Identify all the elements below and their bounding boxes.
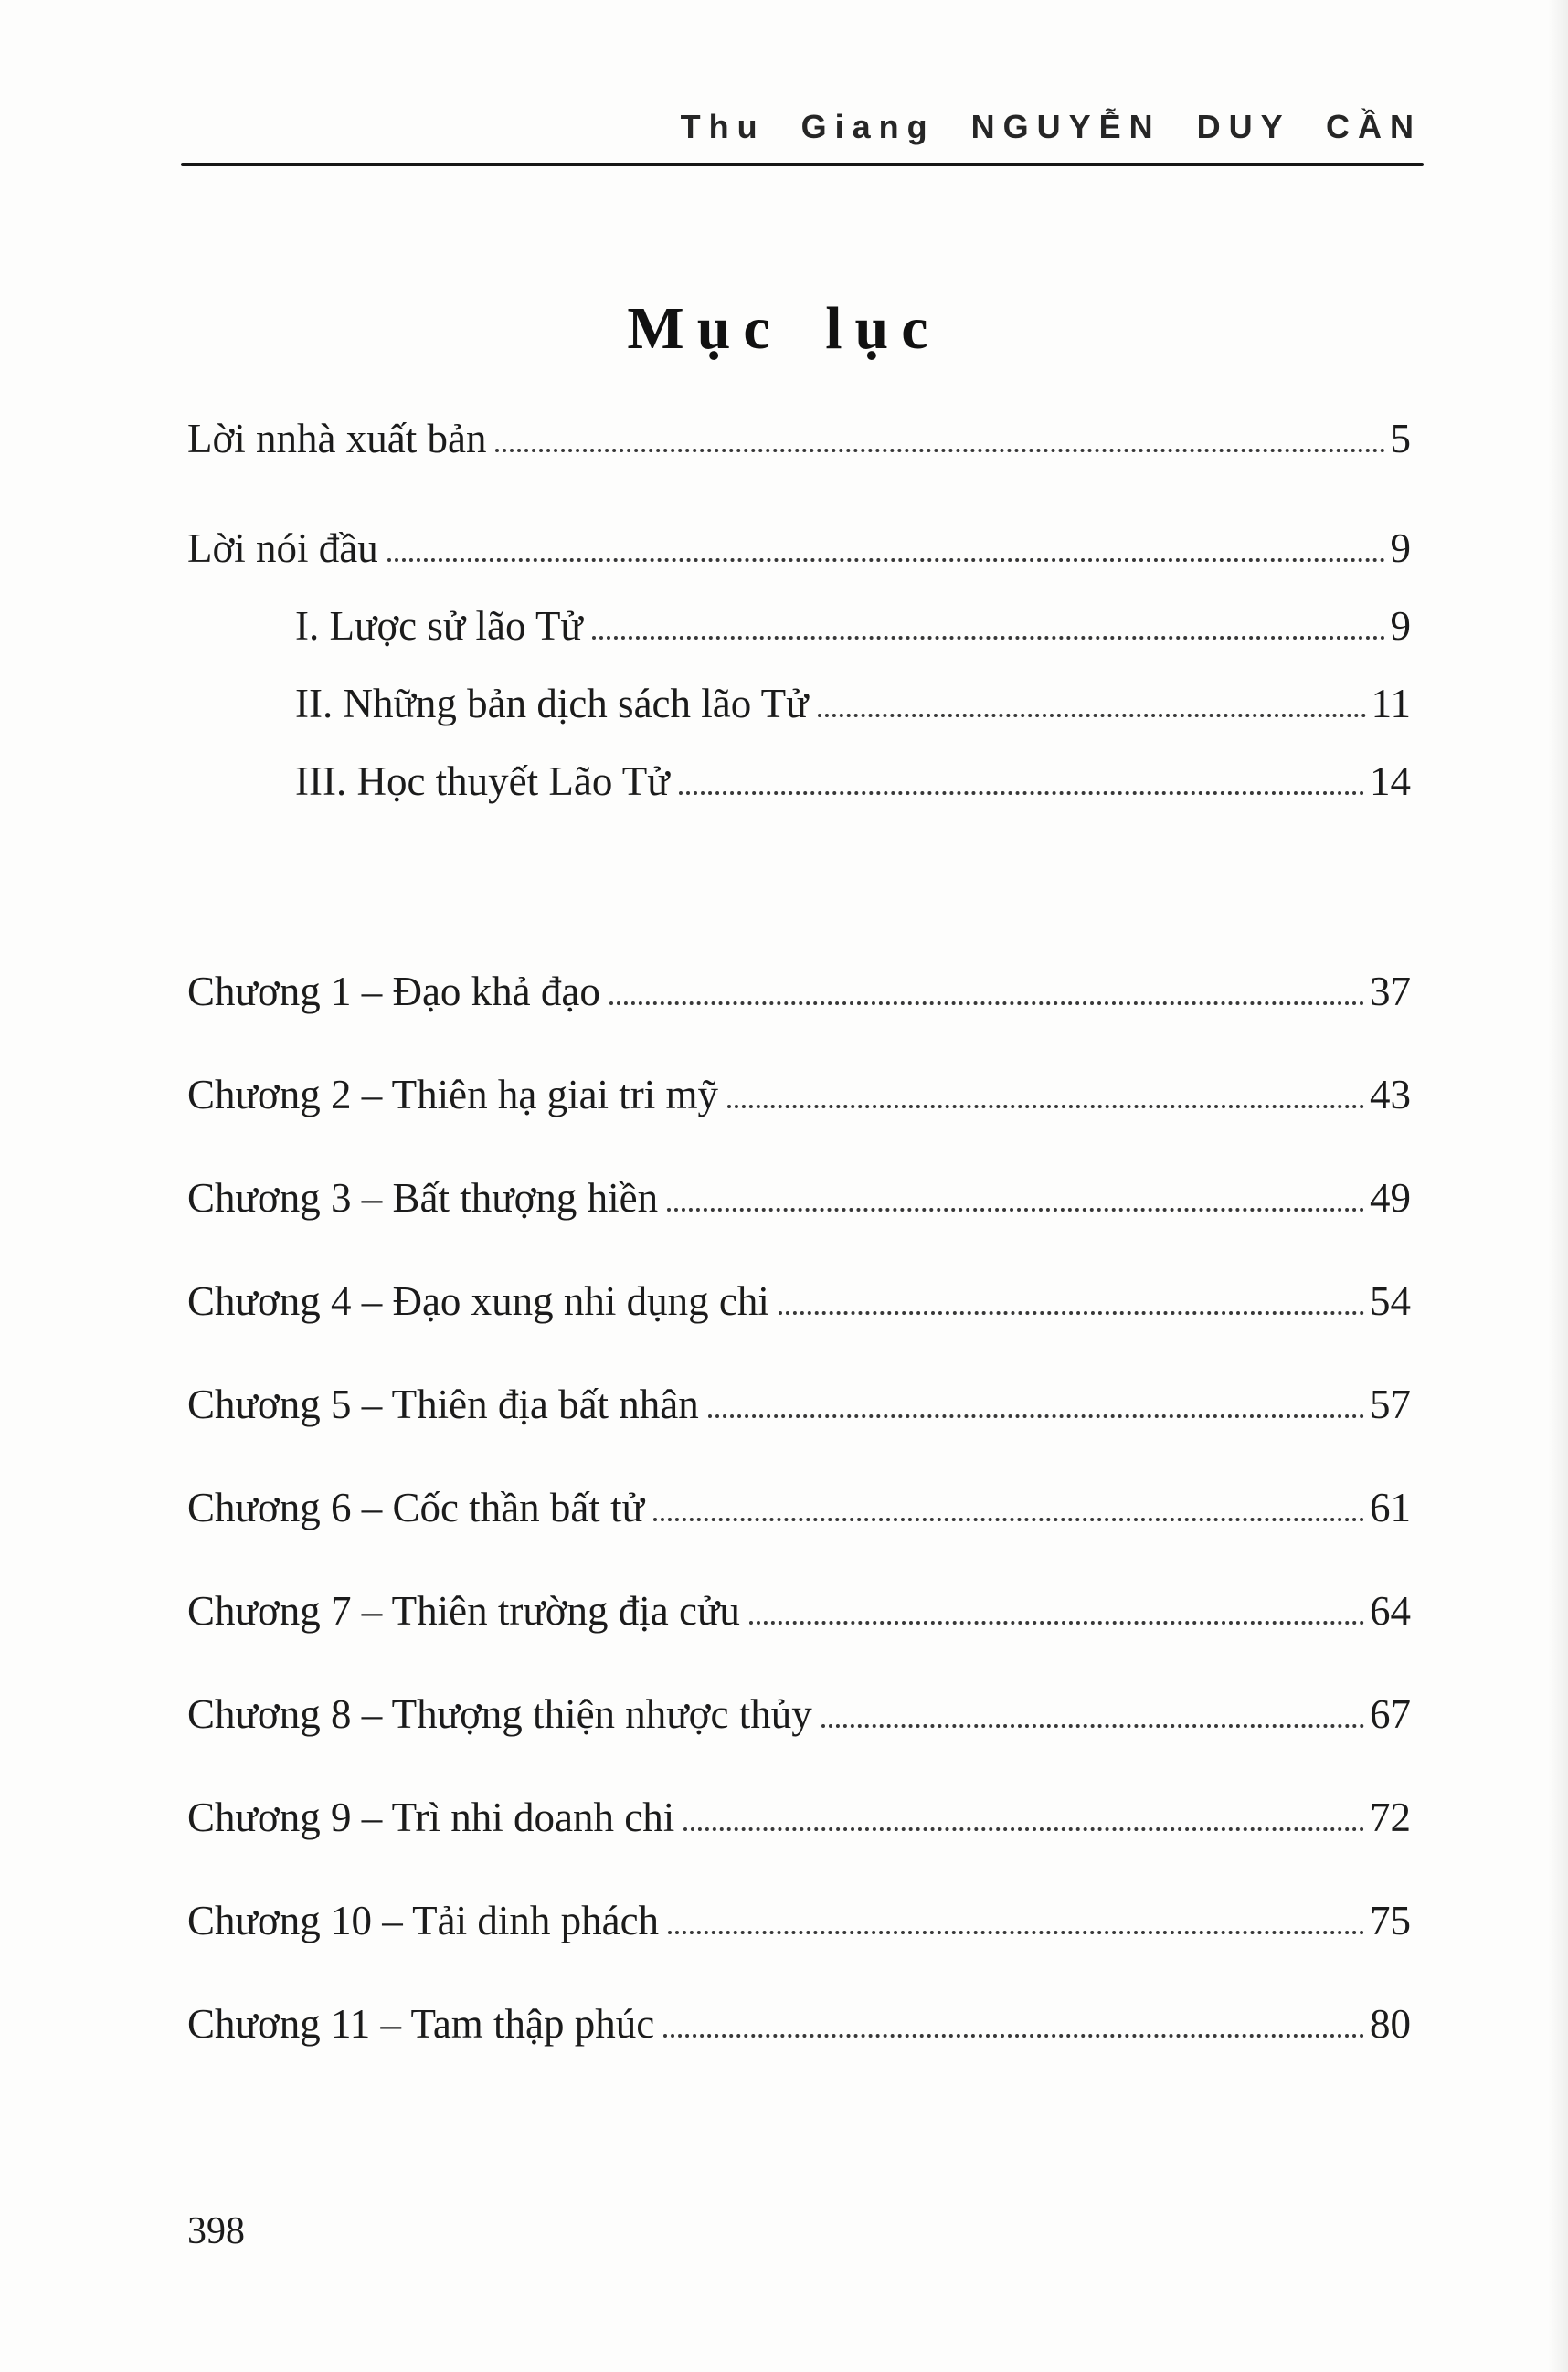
toc-entry-label: Chương 6 – Cốc thần bất tử: [187, 1485, 645, 1530]
toc-entry-page: 14: [1370, 758, 1411, 804]
toc-entry: [187, 2001, 1411, 2047]
toc-entry-label: Chương 8 – Thượng thiện nhược thủy: [187, 1691, 812, 1737]
toc-entry: [187, 969, 1411, 1014]
toc-entry: [187, 1072, 1411, 1117]
toc-entry-page: 67: [1370, 1691, 1411, 1737]
toc-entry-page: 75: [1370, 1898, 1411, 1943]
toc-entry-page: 72: [1370, 1795, 1411, 1840]
dot-leader: [668, 1931, 1364, 1934]
dot-leader: [727, 1105, 1364, 1108]
toc-entry-label: Chương 7 – Thiên trường địa cửu: [187, 1588, 740, 1634]
toc-entry-page: 80: [1370, 2001, 1411, 2047]
toc-entry: [187, 1898, 1411, 1943]
dot-leader: [609, 1001, 1364, 1005]
toc-entry: [187, 681, 1411, 726]
toc-entry-label: II. Những bản dịch sách lão Tử: [295, 681, 809, 726]
dot-leader: [679, 791, 1364, 795]
toc-entry: [187, 1588, 1411, 1634]
toc-entry-label: III. Học thuyết Lão Tử: [295, 758, 670, 804]
dot-leader: [663, 2034, 1364, 2038]
toc-entry: [187, 1278, 1411, 1324]
toc-entry-page: 11: [1371, 681, 1411, 726]
toc-entry-page: 54: [1370, 1278, 1411, 1324]
toc-entry: [187, 603, 1411, 649]
toc-entry: [187, 525, 1411, 571]
dot-leader: [821, 1724, 1364, 1728]
toc-entry: [187, 1795, 1411, 1840]
toc-entry-label: Chương 9 – Trì nhi doanh chi: [187, 1795, 675, 1840]
dot-leader: [708, 1414, 1364, 1418]
toc-entry-label: Chương 3 – Bất thượng hiền: [187, 1175, 659, 1221]
dot-leader: [749, 1621, 1364, 1625]
toc-entry-page: 37: [1370, 969, 1411, 1014]
page-title: Mục lục: [627, 295, 941, 362]
toc-entry-page: 9: [1390, 525, 1411, 571]
dot-leader: [667, 1208, 1364, 1212]
dot-leader: [592, 636, 1385, 640]
toc-entry-label: Chương 5 – Thiên địa bất nhân: [187, 1382, 699, 1427]
running-head-author: Thu Giang NGUYỄN DUY CẦN: [680, 108, 1422, 145]
toc-entry-label: Chương 11 – Tam thập phúc: [187, 2001, 655, 2047]
toc-entry-page: 43: [1370, 1072, 1411, 1117]
toc-front-matter-list: [187, 416, 1411, 836]
toc-entry-page: 9: [1390, 603, 1411, 649]
toc-entry: [187, 416, 1411, 461]
toc-entry: [187, 758, 1411, 804]
toc-entry-page: 61: [1370, 1485, 1411, 1530]
toc-entry-label: Lời nnhà xuất bản: [187, 416, 487, 461]
header-rule: [181, 163, 1424, 166]
toc-entry-page: 5: [1390, 416, 1411, 461]
toc-entry-page: 64: [1370, 1588, 1411, 1634]
dot-leader: [653, 1518, 1364, 1521]
toc-entry-label: Chương 10 – Tải dinh phách: [187, 1898, 660, 1943]
toc-entry: [187, 1175, 1411, 1221]
toc-entry-page: 49: [1370, 1175, 1411, 1221]
toc-entry-label: Chương 1 – Đạo khả đạo: [187, 969, 600, 1014]
toc-entry-page: 57: [1370, 1382, 1411, 1427]
dot-leader: [818, 714, 1366, 717]
dot-leader: [495, 449, 1384, 452]
toc-entry: [187, 1382, 1411, 1427]
dot-leader: [683, 1827, 1364, 1831]
toc-entry-label: Chương 2 – Thiên hạ giai tri mỹ: [187, 1072, 719, 1117]
dot-leader: [387, 558, 1385, 562]
toc-entry: [187, 1485, 1411, 1530]
toc-chapters-list: [187, 969, 1411, 2104]
toc-entry-label: I. Lược sử lão Tử: [295, 603, 583, 649]
folio-page-number: 398: [187, 2210, 245, 2252]
table-of-contents: [187, 416, 1411, 2104]
toc-entry-label: Lời nói đầu: [187, 525, 378, 571]
toc-entry-label: Chương 4 – Đạo xung nhi dụng chi: [187, 1278, 769, 1324]
toc-entry: [187, 1691, 1411, 1737]
dot-leader: [779, 1311, 1364, 1315]
